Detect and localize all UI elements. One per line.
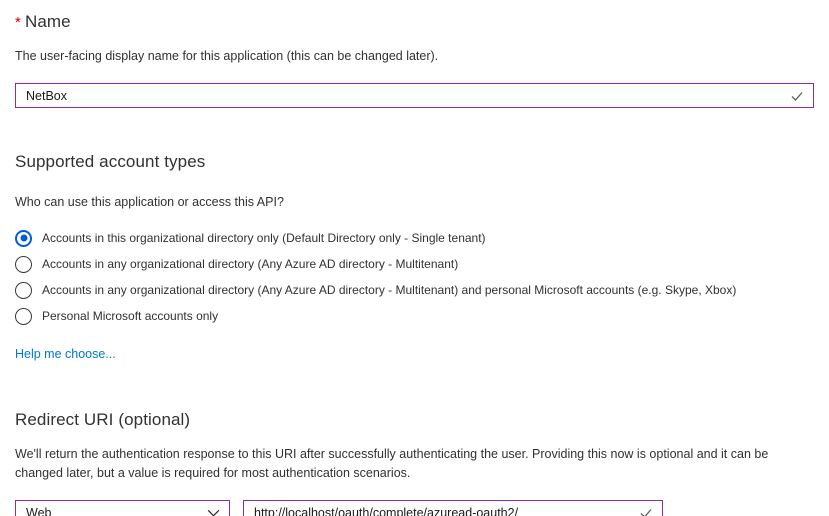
name-input-container: [15, 83, 814, 108]
chevron-down-icon: [206, 505, 221, 516]
account-type-radio-group: [15, 225, 814, 329]
name-description: The user-facing display name for this application (this can be changed later).: [15, 49, 439, 63]
name-section-heading: [15, 0, 814, 32]
name-heading-label: Name: [24, 12, 71, 31]
name-input[interactable]: [15, 83, 814, 108]
radio-option-label: Accounts in any organizational directory (Any Azure AD directory - Multitenant): [42, 257, 459, 271]
redirect-uri-row: [15, 500, 814, 516]
redirect-uri-heading: Redirect URI (optional): [15, 410, 191, 429]
platform-select[interactable]: [15, 500, 230, 516]
radio-option-label: Personal Microsoft accounts only: [42, 309, 219, 323]
radio-option-multitenant[interactable]: [15, 251, 814, 277]
redirect-uri-input-container: [243, 500, 663, 516]
platform-select-value: Web: [26, 505, 52, 516]
required-asterisk: *: [15, 14, 21, 31]
help-me-choose-link[interactable]: Help me choose...: [15, 347, 116, 361]
redirect-uri-description: We'll return the authentication response to this URI after successfully authenticating the user. Providing this now is optional and it can be changed later, but a value is required for most authentication scenarios.: [15, 447, 769, 480]
radio-option-label: Accounts in this organizational directory only (Default Directory only - Single tenant): [42, 231, 486, 245]
radio-option-label: Accounts in any organizational directory (Any Azure AD directory - Multitenant) and personal Microsoft accounts (e.g. Skype, Xbox): [42, 283, 737, 297]
supported-account-types-heading: Supported account types: [15, 152, 206, 171]
account-types-question: Who can use this application or access this API?: [15, 195, 284, 209]
radio-button-selected[interactable]: [15, 230, 32, 247]
redirect-uri-input[interactable]: [243, 500, 663, 516]
radio-option-multitenant-personal[interactable]: [15, 277, 814, 303]
radio-option-personal-only[interactable]: [15, 303, 814, 329]
radio-button[interactable]: [15, 282, 32, 299]
radio-button[interactable]: [15, 256, 32, 273]
radio-button[interactable]: [15, 308, 32, 325]
radio-option-single-tenant[interactable]: [15, 225, 814, 251]
